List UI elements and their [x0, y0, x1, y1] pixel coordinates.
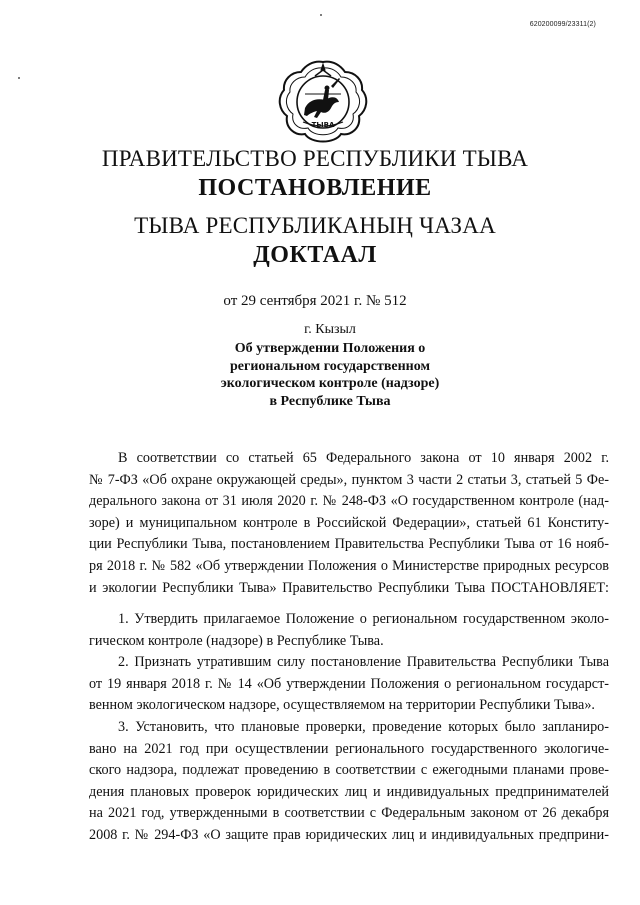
decree-item-2 [89, 652, 609, 717]
item-line: от 19 января 2018 г. № 14 «Об утверждении Положения о региональном государст- [89, 675, 609, 692]
item-line: ского надзора, подлежат проведению в соответствии с ежегодными планами прове- [89, 762, 609, 779]
preamble-paragraph [89, 448, 609, 599]
preamble-line: ря 2018 г. № 582 «Об утверждении Положения о Министерстве природных ресурсов [89, 557, 609, 574]
tuva-coat-of-arms-emblem [275, 56, 371, 148]
scan-speck [18, 77, 20, 79]
government-title-ru: ПРАВИТЕЛЬСТВО РЕСПУБЛИКИ ТЫВА [101, 146, 529, 171]
emblem-motto-text: ТЫВА [311, 121, 335, 129]
item-line: 2008 г. № 294-ФЗ «О защите прав юридических лиц и индивидуальных предприни- [89, 826, 609, 843]
government-title-tyv: ТЫВА РЕСПУБЛИКАНЫҢ ЧАЗАА [134, 213, 496, 238]
decree-date-and-number: от 29 сентября 2021 г. № 512 [223, 293, 407, 309]
decree-city: г. Кызыл [304, 322, 356, 337]
item-line: 1. Утвердить прилагаемое Положение о региональном государственном эколо- [118, 611, 609, 627]
subject-line: Об утверждении Положения о [234, 341, 426, 356]
item-line: гическом контроле (надзоре) в Республике Тыва. [89, 632, 384, 649]
decree-subject [0, 340, 640, 410]
item-line: дения плановых проверок юридических лиц и индивидуальных предпринимателей [89, 783, 609, 800]
item-line: венном экологическом надзоре, осуществляемом на территории Республики Тыва». [89, 697, 595, 714]
subject-line: экологическом контроле (надзоре) [220, 376, 440, 391]
decree-item-1 [89, 609, 609, 652]
item-line: вано на 2021 год при осуществлении регионального государственного экологиче- [89, 740, 609, 757]
item-line: 3. Установить, что плановые проверки, проведение которых было запланиро- [118, 719, 609, 735]
subject-line: региональном государственном [230, 358, 430, 374]
preamble-line: и экологии Республики Тыва» Правительство Республики Тыва ПОСТАНОВЛЯЕТ: [89, 579, 609, 596]
subject-line: в Республике Тыва [269, 393, 391, 409]
preamble-line: ции Республики Тыва, постановлением Правительства Республики Тыва от 16 нояб- [89, 536, 609, 553]
item-line: на 2021 год, утвержденными в соответствии с Федеральным законом от 26 декабря [89, 805, 609, 822]
decree-title-ru: ПОСТАНОВЛЕНИЕ [198, 175, 432, 201]
preamble-line: зоре) и муниципальном контроле в Российской Федерации», статьей 61 Конститу- [89, 514, 609, 531]
decree-title-tyv: ДОКТААЛ [253, 242, 377, 268]
decree-item-3 [89, 717, 609, 847]
preamble-line: В соответствии со статьей 65 Федерального закона от 10 января 2002 г. [118, 450, 609, 466]
document-number: 620200099/23311(2) [529, 21, 596, 28]
preamble-line: дерального закона от 31 июля 2020 г. № 248-ФЗ «О государственном контроле (над- [89, 493, 609, 510]
item-line: 2. Признать утратившим силу постановление Правительства Республики Тыва [118, 654, 609, 670]
scan-speck [320, 14, 322, 16]
preamble-line: № 7-ФЗ «Об охране окружающей среды», пунктом 3 части 2 статьи 3, статьей 5 Фе- [89, 471, 609, 488]
